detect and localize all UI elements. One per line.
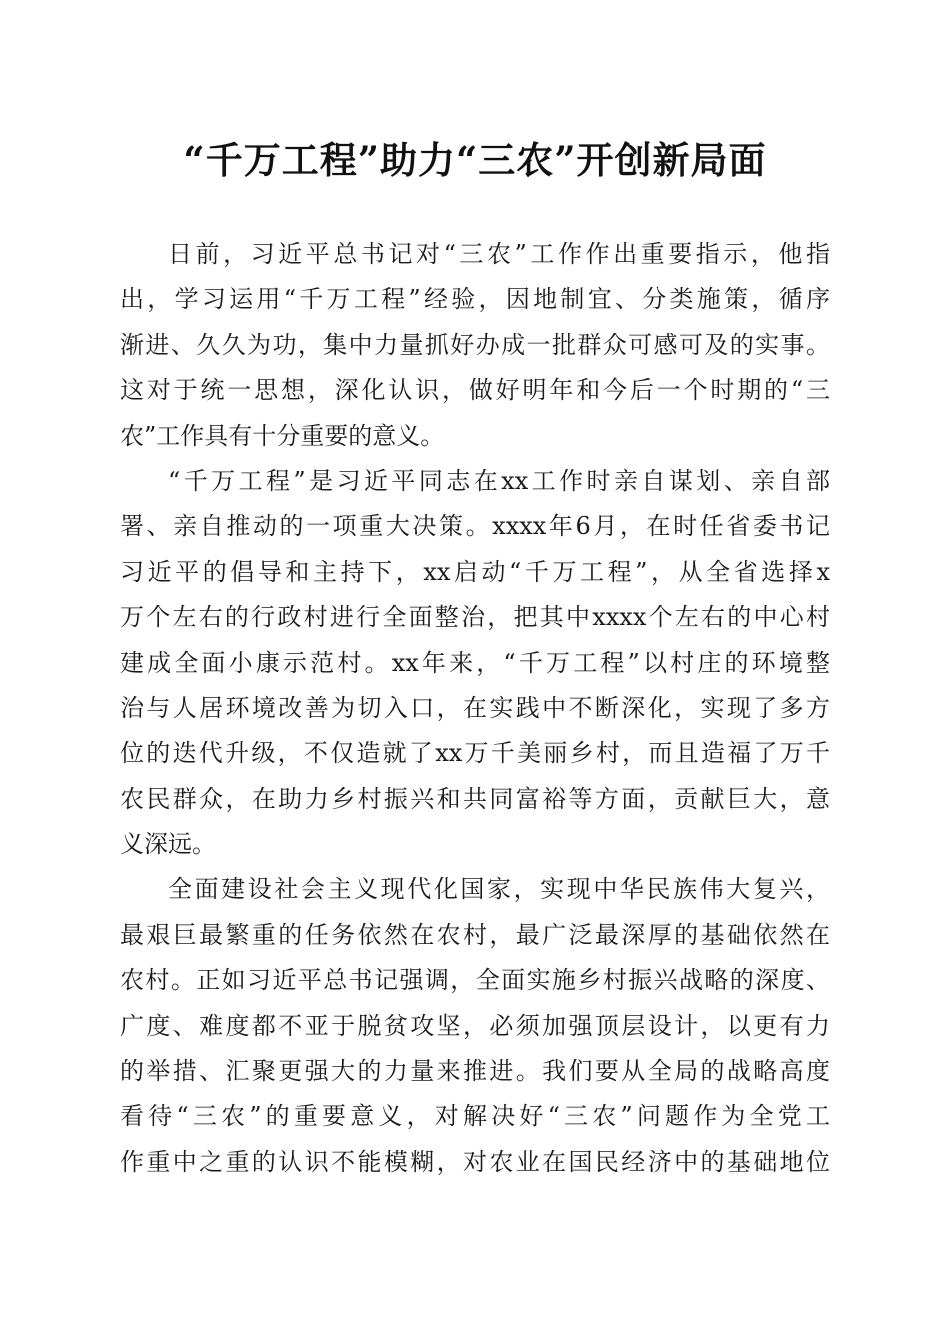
text-line: 最艰巨最繁重的任务依然在农村，最广泛最深厚的基础依然在 [120,920,830,949]
text-line: “千万工程”是习近平同志在xx工作时亲自谋划、亲自部 [168,466,830,495]
text-line: 农民群众，在助力乡村振兴和共同富裕等方面，贡献巨大，意 [120,784,830,813]
text-line: 广度、难度都不亚于脱贫攻坚，必须加强顶层设计，以更有力 [120,1011,830,1040]
document-title: “千万工程”助力“三农”开创新局面 [183,138,767,182]
text-line: 全面建设社会主义现代化国家，实现中华民族伟大复兴， [168,875,830,904]
text-line: 治与人居环境改善为切入口，在实践中不断深化，实现了多方 [120,693,830,722]
text-line: 这对于统一思想，深化认识，做好明年和今后一个时期的“三 [120,376,830,405]
text-line: 作重中之重的认识不能模糊，对农业在国民经济中的基础地位 [120,1147,830,1176]
text-line: 位的迭代升级，不仅造就了xx万千美丽乡村，而且造福了万千 [120,739,830,768]
text-line: 署、亲自推动的一项重大决策。xxxx年6月，在时任省委书记 [120,512,830,541]
text-line: 的举措、汇聚更强大的力量来推进。我们要从全局的战略高度 [120,1057,830,1086]
text-line: 农”工作具有十分重要的意义。 [120,421,445,450]
text-line: 义深远。 [120,830,216,859]
text-line: 看待“三农”的重要意义，对解决好“三农”问题作为全党工 [120,1102,830,1131]
paragraph-1 [120,232,830,459]
text-line: 出，学习运用“千万工程”经验，因地制宜、分类施策，循序 [120,285,830,314]
text-line: 农村。正如习近平总书记强调，全面实施乡村振兴战略的深度、 [120,966,830,995]
text-line: 渐进、久久为功，集中力量抓好办成一批群众可感可及的实事。 [120,330,830,359]
paragraph-2 [120,459,830,868]
text-line: 万个左右的行政村进行全面整治，把其中xxxx个左右的中心村 [120,603,830,632]
text-line: 建成全面小康示范村。xx年来，“千万工程”以村庄的环境整 [120,648,830,677]
paragraph-3 [120,867,830,1185]
text-line: 日前，习近平总书记对“三农”工作作出重要指示，他指 [168,240,830,268]
document-body [120,232,830,1185]
text-line: 习近平的倡导和主持下，xx启动“千万工程”，从全省选择x [120,557,830,586]
